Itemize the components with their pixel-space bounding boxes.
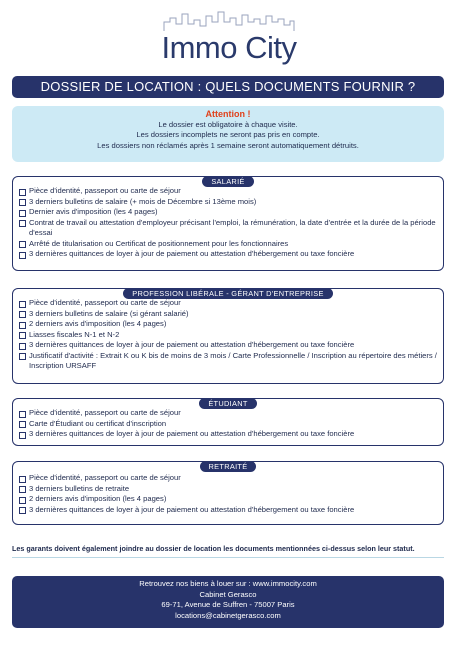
list-item: Dernier avis d'imposition (les 4 pages) — [19, 207, 437, 218]
list-item: 3 derniers bulletins de salaire (si gérant salarié) — [19, 309, 437, 320]
footer-website: Retrouvez nos biens à louer sur : www.immocity.com — [139, 579, 317, 588]
attention-line: Les dossiers non réclamés après 1 semaine seront automatiquement détruits. — [97, 140, 359, 150]
footer — [12, 576, 444, 628]
section-retraite — [12, 461, 444, 525]
list-item: Pièce d'identité, passeport ou carte de séjour — [19, 186, 437, 197]
list-item: 3 dernières quittances de loyer à jour de paiement ou attestation d'hébergement ou taxe foncière — [19, 429, 437, 440]
list-item: 3 dernières quittances de loyer à jour de paiement ou attestation d'hébergement ou taxe foncière — [19, 340, 437, 351]
list-item: Justificatif d'activité : Extrait K ou K bis de moins de 3 mois / Carte Professionnelle / Inscription au répertoire des métiers / Inscription URSAFF — [19, 351, 437, 372]
list-item: 2 derniers avis d'imposition (les 4 pages) — [19, 319, 437, 330]
list-item: 3 derniers bulletins de retraite — [19, 484, 437, 495]
section-title: ÉTUDIANT — [199, 398, 256, 409]
attention-title: Attention ! — [205, 109, 251, 119]
list-item: 3 dernières quittances de loyer à jour de paiement ou attestation d'hébergement ou taxe foncière — [19, 505, 437, 516]
section-profession-liberale — [12, 288, 444, 384]
footer-email: locations@cabinetgerasco.com — [175, 610, 281, 620]
list-item: Pièce d'identité, passeport ou carte de séjour — [19, 298, 437, 309]
logo — [0, 8, 458, 72]
logo-text: Immo City — [161, 30, 297, 65]
divider — [12, 557, 444, 558]
section-salarie — [12, 176, 444, 271]
section-etudiant — [12, 398, 444, 446]
list-item: Liasses fiscales N-1 et N-2 — [19, 330, 437, 341]
list-item: Pièce d'identité, passeport ou carte de séjour — [19, 408, 437, 419]
list-item: 2 derniers avis d'imposition (les 4 pages) — [19, 494, 437, 505]
attention-line: Le dossier est obligatoire à chaque visite. — [158, 120, 298, 129]
skyline-icon — [162, 10, 296, 32]
section-title: PROFESSION LIBÉRALE - GÉRANT D'ENTREPRISE — [123, 288, 332, 299]
page-title: DOSSIER DE LOCATION : QUELS DOCUMENTS FOURNIR ? — [12, 76, 444, 98]
attention-box — [12, 106, 444, 162]
list-item: Arrêté de titularisation ou Certificat de positionnement pour les fonctionnaires — [19, 239, 437, 250]
list-item: Contrat de travail ou attestation d'employeur précisant l'emploi, la rémunération, la date d'entrée et la durée de la période d'essai — [19, 218, 437, 239]
section-title: RETRAITÉ — [200, 461, 257, 472]
list-item: Pièce d'identité, passeport ou carte de séjour — [19, 473, 437, 484]
guarantor-note: Les garants doivent également joindre au dossier de location les documents mentionnées ci-dessus selon leur statut. — [12, 544, 415, 553]
footer-address: 69-71, Avenue de Suffren - 75007 Paris — [161, 600, 295, 610]
footer-company: Cabinet Gerasco — [199, 589, 257, 599]
list-item: 3 dernières quittances de loyer à jour de paiement ou attestation d'hébergement ou taxe foncière — [19, 249, 437, 260]
section-title: SALARIÉ — [202, 176, 253, 187]
list-item: 3 derniers bulletins de salaire (+ mois de Décembre si 13ème mois) — [19, 197, 437, 208]
list-item: Carte d'Étudiant ou certificat d'inscription — [19, 419, 437, 430]
attention-line: Les dossiers incomplets ne seront pas pris en compte. — [136, 130, 320, 140]
